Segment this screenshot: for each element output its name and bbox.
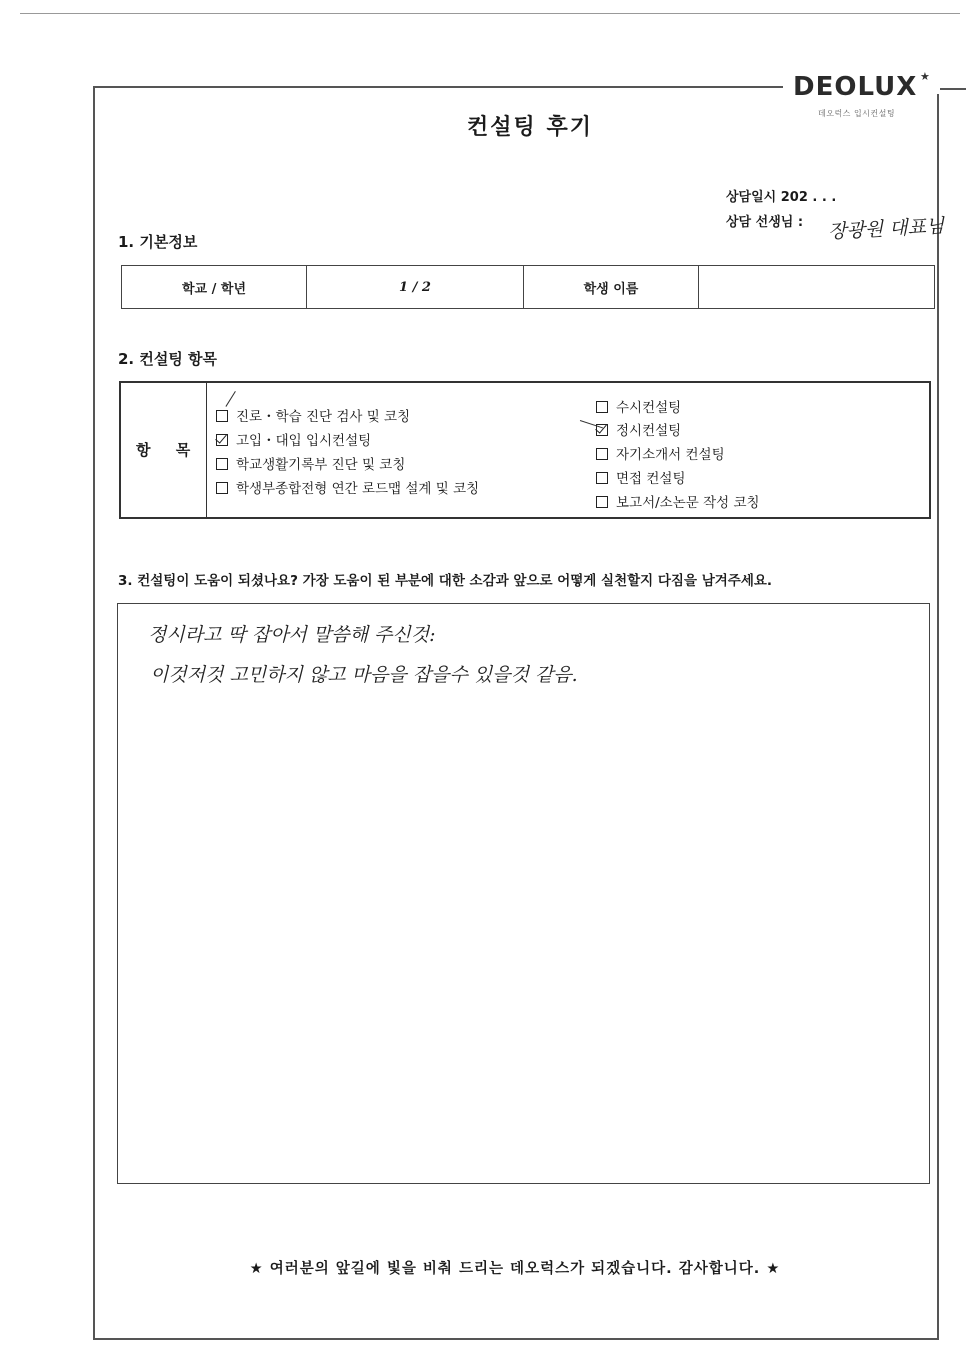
checkbox-icon[interactable] bbox=[596, 448, 608, 460]
scan-edge-line bbox=[20, 13, 960, 14]
option-interview[interactable]: 면접 컨설팅 bbox=[596, 467, 686, 487]
footer-message: ★ 여러분의 앞길에 빛을 비춰 드리는 데오럭스가 되겠습니다. 감사합니다. ★ bbox=[249, 1261, 781, 1277]
brand-logo: DEOLUX bbox=[793, 72, 918, 102]
consulting-items-box bbox=[119, 381, 931, 519]
school-grade-label: 학교 / 학년 bbox=[122, 266, 307, 309]
option-admission-consulting[interactable]: 고입・대입 입시컨설팅 bbox=[216, 429, 371, 449]
checkbox-icon[interactable] bbox=[596, 401, 608, 413]
star-icon: ★ bbox=[920, 70, 930, 83]
brand-subtitle: 데오럭스 입시컨설팅 bbox=[818, 109, 896, 118]
frame-extension-line bbox=[940, 88, 966, 90]
section3-question: 3. 컨설팅이 도움이 되셨나요? 가장 도움이 된 부분에 대한 소감과 앞으로 어떻게 실천할지 다짐을 남겨주세요. bbox=[118, 573, 773, 589]
option-report-paper[interactable]: 보고서/소논문 작성 코칭 bbox=[596, 491, 760, 511]
student-name-value[interactable] bbox=[699, 266, 935, 309]
answer-line-1: 정시라고 딱 잡아서 말씀해 주신것: bbox=[148, 624, 436, 646]
answer-box[interactable] bbox=[117, 603, 930, 1184]
checkbox-icon[interactable] bbox=[216, 458, 228, 470]
option-self-intro[interactable]: 자기소개서 컨설팅 bbox=[596, 443, 725, 463]
basic-info-table bbox=[121, 265, 935, 309]
checkbox-checked-icon[interactable] bbox=[216, 434, 228, 446]
option-jeongsi[interactable]: 정시컨설팅 bbox=[596, 419, 681, 439]
option-roadmap[interactable]: 학생부종합전형 연간 로드맵 설계 및 코칭 bbox=[216, 477, 479, 497]
checkbox-icon[interactable] bbox=[596, 496, 608, 508]
section1-heading: 1. 기본정보 bbox=[118, 233, 198, 251]
student-name-label: 학생 이름 bbox=[524, 266, 699, 309]
checkbox-icon[interactable] bbox=[216, 410, 228, 422]
answer-line-2: 이것저것 고민하지 않고 마음을 잡을수 있을것 같음. bbox=[150, 664, 578, 686]
teacher-label: 상담 선생님 : bbox=[726, 215, 804, 230]
checkbox-icon[interactable] bbox=[216, 482, 228, 494]
items-divider bbox=[206, 383, 207, 517]
option-career-learning[interactable]: 진로・학습 진단 검사 및 코칭 bbox=[216, 405, 410, 425]
option-school-record[interactable]: 학교생활기록부 진단 및 코칭 bbox=[216, 453, 405, 473]
section2-heading: 2. 컨설팅 항목 bbox=[118, 350, 218, 368]
items-row-header: 항 목 bbox=[136, 441, 201, 459]
page-title: 컨설팅 후기 bbox=[467, 115, 593, 140]
school-grade-value[interactable]: 1 / 2 bbox=[307, 266, 524, 309]
option-susi[interactable]: 수시컨설팅 bbox=[596, 396, 681, 416]
checkbox-icon[interactable] bbox=[596, 472, 608, 484]
consult-date-label: 상담일시 202 . . . bbox=[726, 190, 837, 205]
teacher-signature: 장광원 대표님 bbox=[827, 214, 945, 244]
